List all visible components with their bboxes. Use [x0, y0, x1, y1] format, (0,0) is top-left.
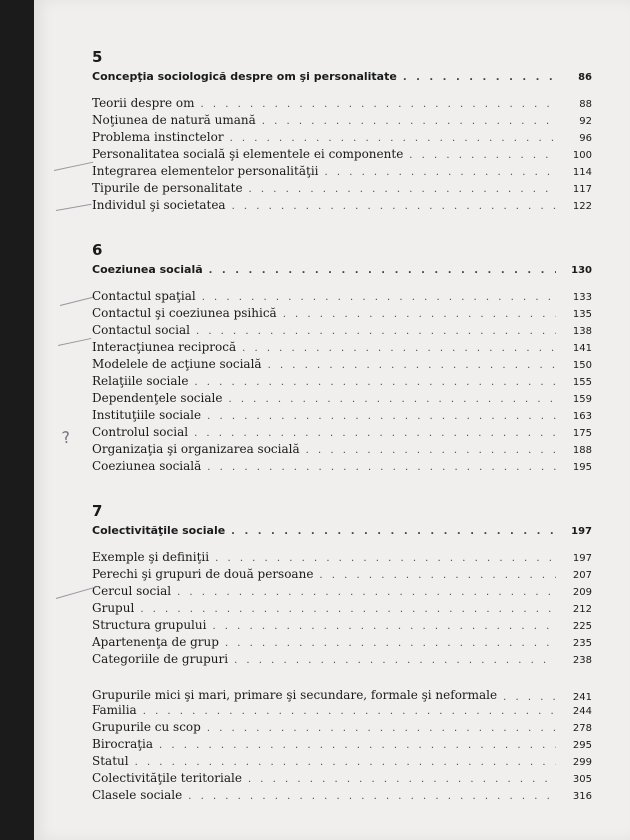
entry-page: 195	[572, 462, 592, 473]
entry-page: 235	[572, 638, 592, 649]
leader-dots	[283, 309, 556, 320]
entry-title: Organizaţia şi organizarea socială	[92, 442, 300, 456]
chapter-title: Concepţia sociologică despre om şi personalitate	[92, 70, 397, 83]
leader-dots	[207, 723, 556, 734]
toc-entry[interactable]	[92, 737, 592, 754]
entry-title: Grupurile cu scop	[92, 720, 201, 734]
leader-dots	[177, 587, 556, 598]
entry-title: Relaţiile sociale	[92, 374, 189, 388]
chapter-title-row[interactable]	[92, 70, 592, 92]
toc-entry[interactable]	[92, 289, 592, 306]
entry-title: Modelele de acţiune socială	[92, 357, 262, 371]
toc-entry[interactable]	[92, 323, 592, 340]
toc-entry[interactable]	[92, 550, 592, 567]
leader-dots	[230, 133, 556, 144]
toc-entry[interactable]	[92, 96, 592, 113]
entry-title: Interacţiunea reciprocă	[92, 340, 237, 354]
entry-title: Dependenţele sociale	[92, 391, 223, 405]
chapter-number: 5	[92, 48, 103, 66]
entry-page: 159	[572, 394, 592, 405]
entry-title: Coeziunea socială	[92, 459, 202, 473]
entry-title: Exemple şi definiţii	[92, 550, 210, 564]
chapter-title: Colectivităţile sociale	[92, 524, 226, 537]
entry-title: Familia	[92, 703, 137, 717]
leader-dots	[135, 757, 556, 768]
entry-page: 238	[572, 655, 592, 666]
entry-title: Perechi şi grupuri de două persoane	[92, 567, 314, 581]
entry-title: Contactul spaţial	[92, 289, 196, 303]
entry-title: Teorii despre om	[92, 96, 195, 110]
leader-dots	[228, 394, 556, 405]
entry-title: Structura grupului	[92, 618, 207, 632]
entry-page: 96	[579, 133, 592, 144]
leader-dots	[306, 445, 556, 456]
entry-page: 299	[572, 757, 592, 768]
leader-dots	[262, 116, 556, 127]
entry-page: 207	[572, 570, 592, 581]
entry-title: Integrarea elementelor personalităţii	[92, 164, 319, 178]
entry-page: 135	[572, 309, 592, 320]
entry-title: Apartenenţa de grup	[92, 635, 219, 649]
leader-dots	[207, 462, 556, 473]
leader-dots	[188, 791, 556, 802]
toc-entry[interactable]	[92, 652, 592, 669]
leader-dots	[159, 740, 556, 751]
leader-dots	[319, 570, 556, 581]
chapter-number: 7	[92, 502, 103, 520]
toc-entry[interactable]	[92, 669, 592, 703]
leader-dots	[140, 604, 556, 615]
toc-entry[interactable]	[92, 181, 592, 198]
entry-title: Problema instinctelor	[92, 130, 224, 144]
entry-page: 295	[572, 740, 592, 751]
entry-page: 244	[572, 706, 592, 717]
entry-page: 212	[572, 604, 592, 615]
entry-page: 155	[572, 377, 592, 388]
leader-dots	[242, 343, 556, 354]
entry-page: 316	[572, 791, 592, 802]
toc-entry[interactable]	[92, 130, 592, 147]
chapter-section	[92, 48, 592, 215]
leader-dots	[209, 265, 556, 276]
toc-entry[interactable]	[92, 164, 592, 181]
toc-entry[interactable]	[92, 754, 592, 771]
leader-dots	[409, 150, 556, 161]
entry-page: 209	[572, 587, 592, 598]
toc-entry[interactable]	[92, 601, 592, 618]
entry-title: Personalitatea socială şi elementele ei componente	[92, 147, 404, 161]
entry-page: 114	[572, 167, 592, 178]
toc-entry[interactable]	[92, 113, 592, 130]
entry-title: Categoriile de grupuri	[92, 652, 229, 666]
pencil-question-mark: ?	[60, 427, 72, 448]
entry-page: 117	[572, 184, 592, 195]
entry-page: 197	[572, 553, 592, 564]
toc-entry[interactable]	[92, 618, 592, 635]
toc-entry[interactable]	[92, 425, 592, 442]
toc-entry[interactable]	[92, 357, 592, 374]
leader-dots	[325, 167, 557, 178]
toc-entry[interactable]	[92, 340, 592, 357]
entry-page: 88	[579, 99, 592, 110]
entry-page: 150	[572, 360, 592, 371]
table-of-contents	[92, 48, 592, 823]
entry-page: 305	[572, 774, 592, 785]
pencil-mark	[58, 338, 91, 346]
entry-title: Cercul social	[92, 584, 172, 598]
entry-page: 278	[572, 723, 592, 734]
leader-dots	[268, 360, 556, 371]
toc-entry[interactable]	[92, 635, 592, 652]
entry-page: 122	[572, 201, 592, 212]
entry-title: Contactul şi coeziunea psihică	[92, 306, 277, 320]
toc-entry[interactable]	[92, 306, 592, 323]
toc-entry[interactable]	[92, 703, 592, 720]
entry-page: 175	[572, 428, 592, 439]
toc-entry[interactable]	[92, 408, 592, 425]
entry-title: Controlul social	[92, 425, 189, 439]
leader-dots	[212, 621, 556, 632]
chapter-title: Coeziunea socială	[92, 263, 203, 276]
entry-title: Clasele sociale	[92, 788, 183, 802]
leader-dots	[207, 411, 556, 422]
entry-title: Contactul social	[92, 323, 190, 337]
leader-dots	[248, 774, 556, 785]
toc-entry[interactable]	[92, 459, 592, 476]
entry-title: Instituţiile sociale	[92, 408, 202, 422]
chapter-section	[92, 241, 592, 476]
pencil-mark	[56, 204, 92, 211]
entry-page: 100	[572, 150, 592, 161]
entry-page: 133	[572, 292, 592, 303]
pencil-mark	[60, 297, 93, 306]
leader-dots	[231, 526, 556, 537]
chapter-page: 197	[571, 526, 592, 537]
chapter-section	[92, 502, 592, 805]
entry-page: 141	[572, 343, 592, 354]
toc-entry[interactable]	[92, 584, 592, 601]
entry-title: Birocraţia	[92, 737, 154, 751]
entry-page: 241	[572, 692, 592, 703]
toc-entry[interactable]	[92, 720, 592, 737]
toc-entry[interactable]	[92, 788, 592, 805]
entry-page: 163	[572, 411, 592, 422]
leader-dots	[225, 638, 556, 649]
leader-dots	[232, 201, 556, 212]
toc-entry[interactable]	[92, 198, 592, 215]
toc-entry[interactable]	[92, 567, 592, 584]
toc-entry[interactable]	[92, 147, 592, 164]
entry-title: Noţiunea de natură umană	[92, 113, 256, 127]
chapter-title-row[interactable]	[92, 524, 592, 546]
leader-dots	[194, 377, 556, 388]
entry-page: 188	[572, 445, 592, 456]
entry-title: Statul	[92, 754, 129, 768]
leader-dots	[202, 292, 556, 303]
toc-entry[interactable]	[92, 391, 592, 408]
chapter-number: 6	[92, 241, 103, 259]
chapter-page: 130	[571, 265, 592, 276]
leader-dots	[196, 326, 556, 337]
entry-page: 225	[572, 621, 592, 632]
entry-title: Grupurile mici şi mari, primare şi secundare, formale şi neformale	[92, 688, 498, 702]
entry-title: Grupul	[92, 601, 135, 615]
leader-dots	[201, 99, 556, 110]
leader-dots	[234, 655, 556, 666]
entry-title: Tipurile de personalitate	[92, 181, 243, 195]
toc-entry[interactable]	[92, 374, 592, 391]
pencil-mark	[54, 162, 93, 171]
leader-dots	[143, 706, 556, 717]
chapter-title-row[interactable]	[92, 263, 592, 285]
toc-entry[interactable]	[92, 442, 592, 459]
leader-dots	[194, 428, 556, 439]
leader-dots	[403, 72, 556, 83]
entry-page: 138	[572, 326, 592, 337]
leader-dots	[249, 184, 556, 195]
pencil-mark	[56, 586, 97, 599]
entry-page: 92	[579, 116, 592, 127]
entry-title: Colectivităţile teritoriale	[92, 771, 242, 785]
leader-dots	[503, 692, 556, 703]
leader-dots	[215, 553, 556, 564]
book-page	[34, 0, 630, 840]
toc-entry[interactable]	[92, 771, 592, 788]
chapter-page: 86	[578, 72, 592, 83]
entry-title: Individul şi societatea	[92, 198, 226, 212]
